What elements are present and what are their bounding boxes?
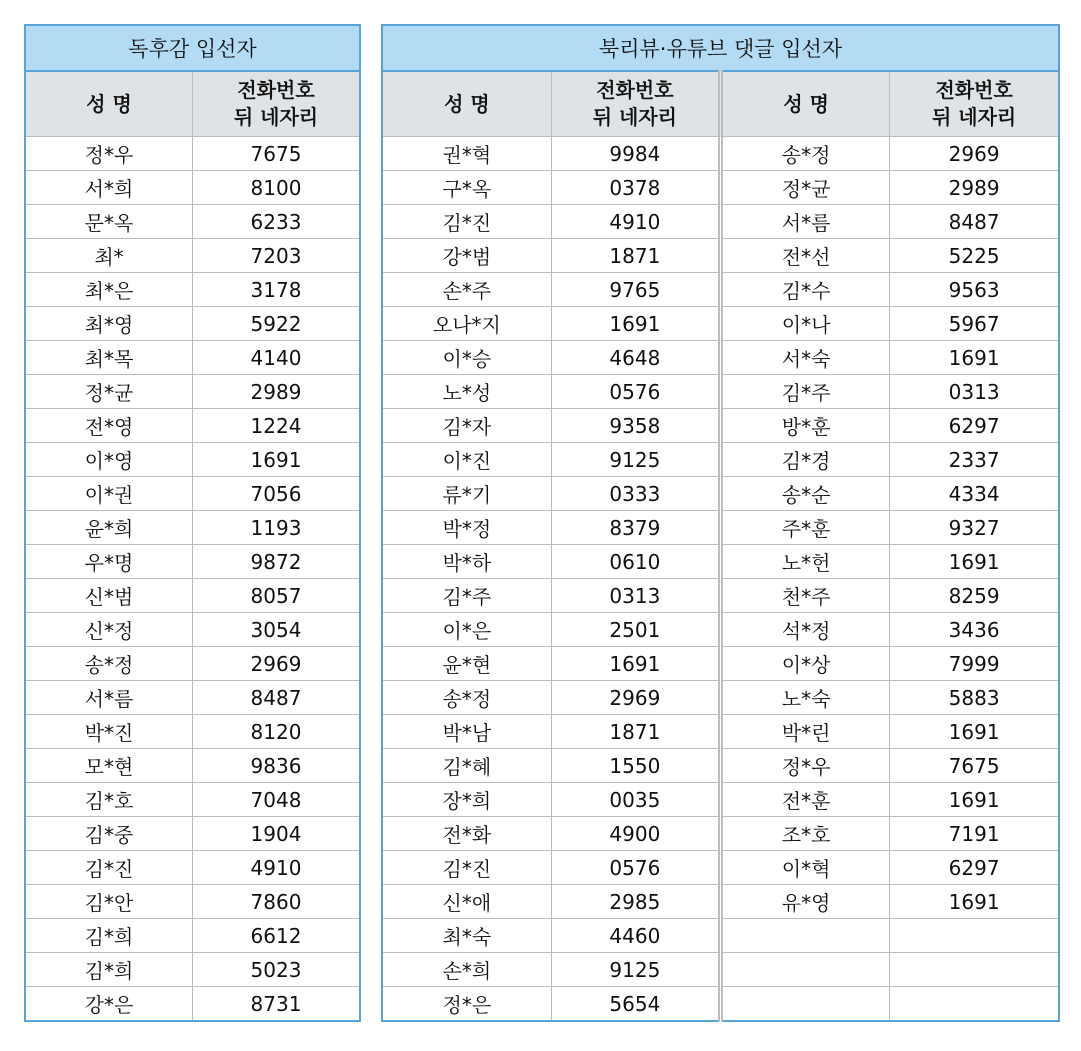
phone-last-four: 5023 bbox=[193, 953, 361, 987]
table-row bbox=[25, 511, 360, 545]
phone-column-header: 전화번호 뒤 네자리 bbox=[193, 71, 361, 137]
winner-name: 손*희 bbox=[382, 953, 551, 987]
phone-last-four: 7048 bbox=[193, 783, 361, 817]
winner-name: 김*주 bbox=[721, 375, 890, 409]
phone-last-four: 1224 bbox=[193, 409, 361, 443]
table-row bbox=[25, 681, 360, 715]
phone-last-four: 2969 bbox=[890, 137, 1059, 171]
winner-name: 이*은 bbox=[382, 613, 551, 647]
winner-name: 김*경 bbox=[721, 443, 890, 477]
table-row bbox=[25, 851, 360, 885]
phone-last-four: 9765 bbox=[551, 273, 720, 307]
phone-column-header: 전화번호 뒤 네자리 bbox=[890, 71, 1059, 137]
winner-name: 장*희 bbox=[382, 783, 551, 817]
table-row bbox=[382, 681, 1059, 715]
winner-name: 김*중 bbox=[25, 817, 193, 851]
table-row bbox=[25, 987, 360, 1022]
table-row bbox=[382, 443, 1059, 477]
winner-name: 김*진 bbox=[382, 851, 551, 885]
winner-name: 이*권 bbox=[25, 477, 193, 511]
table-row bbox=[25, 477, 360, 511]
winner-name: 손*주 bbox=[382, 273, 551, 307]
table-row bbox=[25, 953, 360, 987]
phone-last-four: 9327 bbox=[890, 511, 1059, 545]
phone-last-four: 0378 bbox=[551, 171, 720, 205]
winner-name: 강*은 bbox=[25, 987, 193, 1022]
phone-last-four: 9872 bbox=[193, 545, 361, 579]
phone-last-four: 3436 bbox=[890, 613, 1059, 647]
winner-name: 김*희 bbox=[25, 919, 193, 953]
table-row bbox=[25, 307, 360, 341]
winner-name: 구*옥 bbox=[382, 171, 551, 205]
phone-last-four: 8487 bbox=[193, 681, 361, 715]
winner-name: 조*호 bbox=[721, 817, 890, 851]
phone-last-four: 2501 bbox=[551, 613, 720, 647]
review-youtube-winners-title: 북리뷰·유튜브 댓글 입선자 bbox=[382, 25, 1059, 71]
phone-last-four: 5967 bbox=[890, 307, 1059, 341]
table-row bbox=[382, 375, 1059, 409]
phone-last-four: 5922 bbox=[193, 307, 361, 341]
winner-name: 박*정 bbox=[382, 511, 551, 545]
winner-name: 김*안 bbox=[25, 885, 193, 919]
table-row bbox=[382, 783, 1059, 817]
winner-name: 류*기 bbox=[382, 477, 551, 511]
winner-name: 서*숙 bbox=[721, 341, 890, 375]
phone-last-four: 2989 bbox=[890, 171, 1059, 205]
phone-last-four: 9358 bbox=[551, 409, 720, 443]
phone-last-four: 6612 bbox=[193, 919, 361, 953]
phone-last-four: 5883 bbox=[890, 681, 1059, 715]
table-row bbox=[382, 613, 1059, 647]
phone-last-four: 0313 bbox=[551, 579, 720, 613]
winner-name: 이*나 bbox=[721, 307, 890, 341]
table-row bbox=[382, 205, 1059, 239]
winner-name: 정*우 bbox=[721, 749, 890, 783]
phone-last-four: 9125 bbox=[551, 953, 720, 987]
table-row bbox=[25, 647, 360, 681]
phone-last-four: 0576 bbox=[551, 851, 720, 885]
name-column-header: 성 명 bbox=[25, 71, 193, 137]
table-row bbox=[382, 987, 1059, 1022]
table-row bbox=[382, 851, 1059, 885]
winner-name: 최* bbox=[25, 239, 193, 273]
phone-last-four: 7056 bbox=[193, 477, 361, 511]
winner-name: 전*화 bbox=[382, 817, 551, 851]
winner-name: 모*현 bbox=[25, 749, 193, 783]
phone-last-four: 0313 bbox=[890, 375, 1059, 409]
table-row bbox=[382, 273, 1059, 307]
winner-name: 김*혜 bbox=[382, 749, 551, 783]
phone-last-four: 8731 bbox=[250, 991, 302, 1016]
winner-name: 우*명 bbox=[25, 545, 193, 579]
table-row bbox=[382, 953, 1059, 987]
winner-name: 정*균 bbox=[721, 171, 890, 205]
phone-last-four: 1691 bbox=[890, 885, 1059, 919]
winner-name: 최*숙 bbox=[382, 919, 551, 953]
phone-last-four: 6233 bbox=[193, 205, 361, 239]
table-row bbox=[25, 273, 360, 307]
phone-last-four: 2337 bbox=[890, 443, 1059, 477]
phone-last-four: 2985 bbox=[551, 885, 720, 919]
winner-name: 이*혁 bbox=[721, 851, 890, 885]
table-row bbox=[382, 579, 1059, 613]
phone-last-four: 4910 bbox=[551, 205, 720, 239]
phone-last-four: 4900 bbox=[551, 817, 720, 851]
phone-last-four: 9563 bbox=[890, 273, 1059, 307]
table-row bbox=[25, 375, 360, 409]
phone-last-four: 5225 bbox=[890, 239, 1059, 273]
phone-last-four: 1871 bbox=[551, 239, 720, 273]
table-row bbox=[382, 171, 1059, 205]
table-row bbox=[382, 647, 1059, 681]
table-row bbox=[382, 511, 1059, 545]
winner-name: 박*린 bbox=[721, 715, 890, 749]
table-row bbox=[25, 545, 360, 579]
winner-name: 노*헌 bbox=[721, 545, 890, 579]
phone-last-four: 7191 bbox=[890, 817, 1059, 851]
name-column-header: 성 명 bbox=[721, 71, 890, 137]
phone-last-four: 8487 bbox=[890, 205, 1059, 239]
winner-name: 김*희 bbox=[25, 953, 193, 987]
winner-name: 박*하 bbox=[382, 545, 551, 579]
essay-winners-table bbox=[24, 24, 361, 1022]
table-row bbox=[25, 613, 360, 647]
table-row bbox=[25, 205, 360, 239]
winner-name: 최*목 bbox=[25, 341, 193, 375]
phone-last-four: 7860 bbox=[193, 885, 361, 919]
phone-last-four: 2969 bbox=[551, 681, 720, 715]
phone-last-four: 2989 bbox=[193, 375, 361, 409]
phone-last-four bbox=[890, 953, 1059, 987]
winner-name: 서*름 bbox=[25, 681, 193, 715]
winner-name: 김*수 bbox=[721, 273, 890, 307]
table-row bbox=[382, 137, 1059, 171]
table-row bbox=[25, 137, 360, 171]
phone-last-four bbox=[890, 919, 1059, 953]
winner-name: 주*훈 bbox=[721, 511, 890, 545]
table-row bbox=[25, 749, 360, 783]
phone-last-four: 1691 bbox=[890, 545, 1059, 579]
phone-last-four: 1871 bbox=[551, 715, 720, 749]
table-row bbox=[382, 239, 1059, 273]
phone-last-four: 6297 bbox=[890, 851, 1059, 885]
phone-last-four: 8120 bbox=[193, 715, 361, 749]
winner-name: 윤*현 bbox=[382, 647, 551, 681]
winner-name: 최*영 bbox=[25, 307, 193, 341]
phone-last-four: 1691 bbox=[890, 715, 1059, 749]
winner-name: 이*진 bbox=[382, 443, 551, 477]
table-row bbox=[25, 783, 360, 817]
review-youtube-winners-table bbox=[381, 24, 1060, 1022]
phone-last-four: 0333 bbox=[551, 477, 720, 511]
table-row bbox=[382, 477, 1059, 511]
phone-last-four: 7675 bbox=[890, 749, 1059, 783]
winner-name: 박*남 bbox=[382, 715, 551, 749]
phone-last-four: 7999 bbox=[890, 647, 1059, 681]
table-row bbox=[382, 307, 1059, 341]
table-row bbox=[382, 409, 1059, 443]
winner-name: 최*은 bbox=[25, 273, 193, 307]
table-row bbox=[25, 443, 360, 477]
phone-last-four: 4460 bbox=[551, 919, 720, 953]
essay-winners-title: 독후감 입선자 bbox=[25, 25, 360, 71]
winner-name: 박*진 bbox=[25, 715, 193, 749]
phone-last-four: 4910 bbox=[193, 851, 361, 885]
table-row bbox=[25, 239, 360, 273]
winner-name: 유*영 bbox=[721, 885, 890, 919]
winner-name: 정*은 bbox=[382, 987, 551, 1022]
winner-name: 방*훈 bbox=[721, 409, 890, 443]
winner-name: 서*름 bbox=[721, 205, 890, 239]
winner-name: 노*성 bbox=[382, 375, 551, 409]
winner-name: 서*희 bbox=[25, 171, 193, 205]
table-row bbox=[25, 171, 360, 205]
winner-name: 신*정 bbox=[25, 613, 193, 647]
table-row bbox=[382, 919, 1059, 953]
winner-name: 정*균 bbox=[25, 375, 193, 409]
winner-name: 김*자 bbox=[382, 409, 551, 443]
winner-name bbox=[721, 987, 890, 1022]
phone-last-four: 8379 bbox=[551, 511, 720, 545]
table-row bbox=[25, 341, 360, 375]
table-row bbox=[382, 545, 1059, 579]
phone-last-four: 1904 bbox=[193, 817, 361, 851]
winner-name: 전*훈 bbox=[721, 783, 890, 817]
phone-last-four: 4140 bbox=[193, 341, 361, 375]
phone-last-four: 1691 bbox=[193, 443, 361, 477]
table-row bbox=[25, 715, 360, 749]
phone-last-four: 1691 bbox=[551, 647, 720, 681]
table-row bbox=[382, 885, 1059, 919]
phone-last-four: 9125 bbox=[551, 443, 720, 477]
phone-last-four: 1193 bbox=[193, 511, 361, 545]
winner-name: 김*호 bbox=[25, 783, 193, 817]
winner-name: 송*정 bbox=[382, 681, 551, 715]
phone-last-four: 7203 bbox=[193, 239, 361, 273]
winner-name: 이*상 bbox=[721, 647, 890, 681]
winner-name: 오나*지 bbox=[382, 307, 551, 341]
winner-name: 송*순 bbox=[721, 477, 890, 511]
phone-last-four: 1550 bbox=[551, 749, 720, 783]
phone-last-four: 8100 bbox=[193, 171, 361, 205]
table-row bbox=[25, 885, 360, 919]
phone-last-four: 1691 bbox=[551, 307, 720, 341]
winner-name: 신*범 bbox=[25, 579, 193, 613]
winner-name: 김*진 bbox=[382, 205, 551, 239]
winner-name: 송*정 bbox=[721, 137, 890, 171]
winner-name: 김*주 bbox=[382, 579, 551, 613]
phone-last-four: 3178 bbox=[193, 273, 361, 307]
winner-name: 신*애 bbox=[382, 885, 551, 919]
phone-last-four: 0610 bbox=[551, 545, 720, 579]
table-row bbox=[25, 409, 360, 443]
phone-last-four: 6297 bbox=[890, 409, 1059, 443]
phone-last-four: 3054 bbox=[193, 613, 361, 647]
phone-last-four: 9836 bbox=[193, 749, 361, 783]
winner-name: 권*혁 bbox=[382, 137, 551, 171]
phone-last-four: 4334 bbox=[890, 477, 1059, 511]
phone-last-four: 2969 bbox=[193, 647, 361, 681]
table-row bbox=[25, 919, 360, 953]
table-row bbox=[382, 817, 1059, 851]
phone-last-four: 4648 bbox=[551, 341, 720, 375]
winner-name: 이*승 bbox=[382, 341, 551, 375]
winner-name: 이*영 bbox=[25, 443, 193, 477]
winner-name: 전*영 bbox=[25, 409, 193, 443]
table-row bbox=[382, 341, 1059, 375]
winner-name: 윤*희 bbox=[25, 511, 193, 545]
winner-name: 문*옥 bbox=[25, 205, 193, 239]
winner-name: 김*진 bbox=[25, 851, 193, 885]
winner-name: 정*우 bbox=[25, 137, 193, 171]
phone-last-four: 1691 bbox=[890, 783, 1059, 817]
phone-last-four: 9984 bbox=[551, 137, 720, 171]
winner-name: 석*정 bbox=[721, 613, 890, 647]
phone-last-four: 8259 bbox=[890, 579, 1059, 613]
phone-last-four: 0035 bbox=[551, 783, 720, 817]
table-row bbox=[382, 749, 1059, 783]
winner-name: 천*주 bbox=[721, 579, 890, 613]
phone-last-four: 0576 bbox=[551, 375, 720, 409]
winner-name: 전*선 bbox=[721, 239, 890, 273]
phone-last-four bbox=[890, 987, 1059, 1022]
phone-column-header: 전화번호 뒤 네자리 bbox=[551, 71, 720, 137]
phone-last-four: 1691 bbox=[890, 341, 1059, 375]
table-row bbox=[25, 579, 360, 613]
winner-name: 노*숙 bbox=[721, 681, 890, 715]
table-row bbox=[25, 817, 360, 851]
phone-last-four: 5654 bbox=[551, 987, 720, 1022]
name-column-header: 성 명 bbox=[382, 71, 551, 137]
winner-name bbox=[721, 919, 890, 953]
phone-last-four: 7675 bbox=[193, 137, 361, 171]
winner-name bbox=[721, 953, 890, 987]
table-row bbox=[382, 715, 1059, 749]
winner-name: 송*정 bbox=[25, 647, 193, 681]
phone-last-four: 8057 bbox=[193, 579, 361, 613]
winner-name: 강*범 bbox=[382, 239, 551, 273]
